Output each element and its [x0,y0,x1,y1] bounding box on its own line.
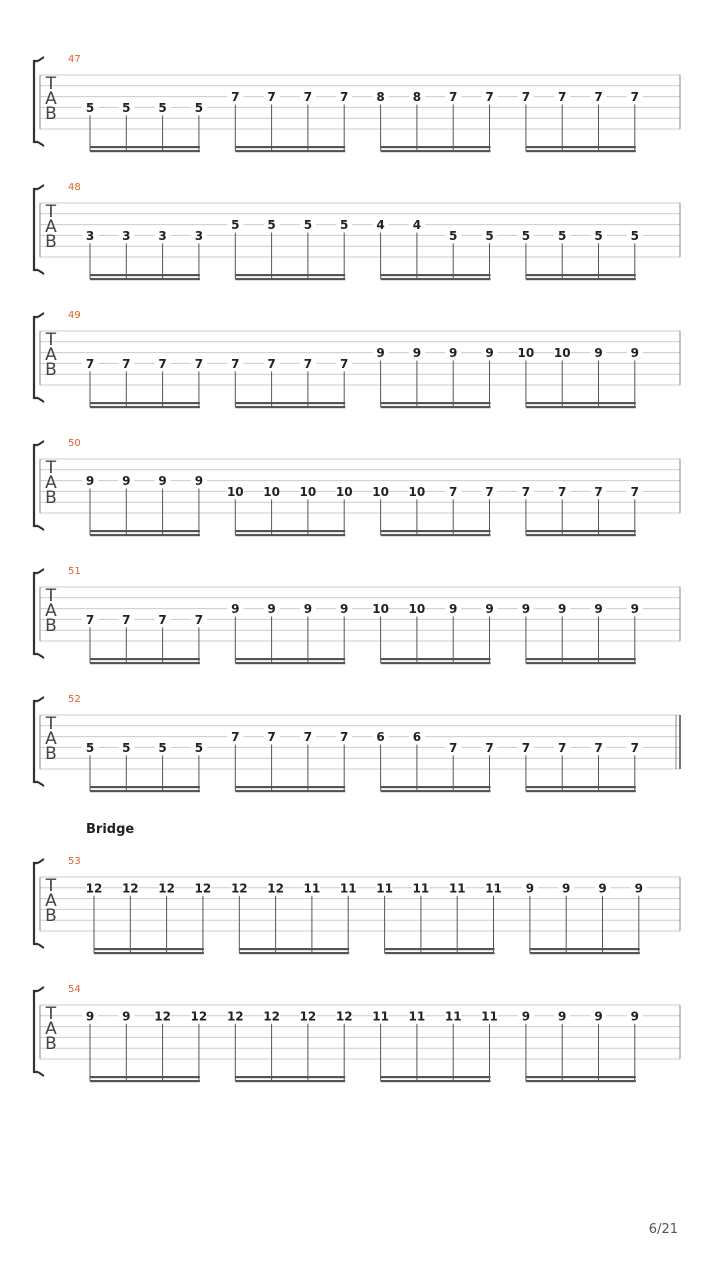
beam-primary [526,146,636,148]
beam-primary [235,1076,345,1078]
fret-number: 9 [194,474,204,489]
fret-number: 12 [226,1009,244,1024]
bracket-hook-top [38,697,44,701]
bracket-hook-top [38,441,44,445]
beam-primary [526,786,636,788]
beam-primary [381,274,491,276]
fret-number: 5 [594,228,603,243]
tab-clef-letter: T [45,1004,57,1024]
fret-number: 7 [485,740,494,755]
system-bracket [34,863,38,944]
fret-number: 10 [408,484,426,499]
fret-number: 9 [521,1009,531,1024]
fret-number: 9 [449,602,458,617]
beam-secondary [90,534,200,536]
measure-number: 49 [68,310,81,321]
fret-number: 7 [158,356,167,371]
fret-number: 7 [340,730,349,745]
tab-clef-letter: A [45,89,57,109]
tab-clef-letter: T [45,586,57,606]
beam-primary [235,274,345,276]
fret-number: 7 [485,484,494,499]
beam-primary [235,530,345,532]
fret-number: 10 [517,346,535,361]
fret-number: 10 [553,346,571,361]
fret-number: 5 [158,100,167,115]
beam-secondary [526,406,636,408]
fret-number: 8 [376,90,385,105]
fret-number: 5 [267,218,276,233]
bracket-hook-bottom [38,142,44,146]
beam-primary [235,786,345,788]
tab-system [34,438,680,536]
fret-number: 7 [267,730,276,745]
tab-system [34,566,680,664]
tab-clef-letter: T [45,458,57,478]
system-bracket [34,317,38,398]
fret-number: 5 [303,218,313,233]
tab-clef-letter: B [45,232,57,252]
tab-clef-letter: B [45,616,57,636]
beam-secondary [526,1080,636,1082]
fret-number: 12 [190,1009,208,1024]
fret-number: 9 [231,602,240,617]
fret-number: 7 [122,356,131,371]
fret-number: 5 [231,218,240,233]
fret-number: 12 [335,1009,353,1024]
bracket-hook-bottom [38,270,44,274]
fret-number: 11 [339,881,357,896]
beam-secondary [526,150,636,152]
fret-number: 10 [226,484,244,499]
fret-number: 7 [630,90,639,105]
fret-number: 9 [303,602,313,617]
beam-primary [235,146,345,148]
bracket-hook-bottom [38,782,44,786]
tab-system [34,856,680,954]
fret-number: 4 [376,218,385,233]
beam-primary [90,402,200,404]
beam-primary [90,1076,200,1078]
bracket-hook-top [38,859,44,863]
fret-number: 11 [372,1009,389,1024]
fret-number: 7 [85,612,95,627]
beam-secondary [381,790,491,792]
fret-number: 9 [85,1009,95,1024]
fret-number: 12 [194,881,212,896]
fret-number: 12 [85,881,103,896]
fret-number: 7 [449,484,458,499]
fret-number: 9 [594,602,603,617]
bracket-hook-top [38,569,44,573]
fret-number: 7 [594,740,603,755]
fret-number: 4 [412,218,422,233]
tab-system [34,694,680,792]
system-bracket [34,445,38,526]
tab-clef-letter: B [45,744,57,764]
fret-number: 7 [231,730,240,745]
fret-number: 7 [303,730,313,745]
fret-number: 7 [449,90,458,105]
beam-primary [90,274,200,276]
fret-number: 9 [525,881,535,896]
fret-number: 7 [521,740,531,755]
beam-primary [526,274,636,276]
tab-clef-letter: A [45,1019,57,1039]
beam-primary [526,530,636,532]
bracket-hook-top [38,185,44,189]
fret-number: 11 [408,1009,426,1024]
system-bracket [34,61,38,142]
tab-clef-letter: A [45,473,57,493]
fret-number: 10 [372,602,389,617]
fret-number: 3 [158,228,167,243]
fret-number: 9 [558,602,567,617]
tab-clef-letter: T [45,74,57,94]
beam-primary [381,1076,491,1078]
fret-number: 7 [231,356,240,371]
fret-number: 5 [449,228,458,243]
fret-number: 10 [263,484,280,499]
beam-secondary [381,534,491,536]
beam-secondary [90,150,200,152]
beam-primary [90,530,200,532]
fret-number: 7 [558,90,567,105]
fret-number: 12 [121,881,139,896]
bracket-hook-top [38,313,44,317]
fret-number: 5 [558,228,567,243]
beam-secondary [235,790,345,792]
system-bracket [34,991,38,1072]
beam-primary [381,658,491,660]
beam-primary [381,402,491,404]
beam-primary [526,658,636,660]
beam-secondary [526,534,636,536]
fret-number: 11 [481,1009,498,1024]
fret-number: 5 [340,218,349,233]
fret-number: 5 [85,740,95,755]
beam-secondary [381,1080,491,1082]
beam-secondary [235,278,345,280]
fret-number: 7 [303,90,313,105]
tab-clef-letter: A [45,217,57,237]
tab-clef-letter: T [45,330,57,350]
bracket-hook-bottom [38,654,44,658]
tab-clef-letter: T [45,714,57,734]
beam-primary [90,658,200,660]
fret-number: 7 [340,90,349,105]
fret-number: 7 [558,740,567,755]
fret-number: 9 [562,881,571,896]
beam-primary [526,402,636,404]
beam-primary [239,948,349,950]
fret-number: 3 [122,228,131,243]
tab-clef-letter: A [45,601,57,621]
fret-number: 12 [154,1009,171,1024]
fret-number: 11 [485,881,502,896]
beam-secondary [381,662,491,664]
beam-secondary [90,406,200,408]
tab-clef-letter: T [45,876,57,896]
fret-number: 9 [598,881,607,896]
fret-number: 5 [194,100,204,115]
fret-number: 7 [521,484,531,499]
fret-number: 7 [630,484,639,499]
tab-clef-letter: B [45,360,57,380]
fret-number: 7 [594,484,603,499]
page-number: 6/21 [648,1222,678,1237]
beam-secondary [381,278,491,280]
measure-number: 50 [68,438,81,449]
fret-number: 9 [634,881,643,896]
beam-secondary [526,662,636,664]
tab-clef-letter: T [45,202,57,222]
tab-system [34,182,680,280]
system-bracket [34,573,38,654]
fret-number: 5 [485,228,494,243]
fret-number: 9 [122,474,131,489]
fret-number: 9 [267,602,276,617]
beam-primary [381,530,491,532]
tab-clef-letter: B [45,1034,57,1054]
section-label-bridge: Bridge [86,822,135,837]
beam-secondary [381,406,491,408]
fret-number: 9 [630,1009,639,1024]
beam-primary [526,1076,636,1078]
fret-number: 12 [263,1009,280,1024]
fret-number: 7 [340,356,349,371]
fret-number: 10 [335,484,353,499]
fret-number: 5 [158,740,167,755]
measure-number: 52 [68,694,81,705]
fret-number: 7 [594,90,603,105]
fret-number: 7 [158,612,167,627]
beam-secondary [90,278,200,280]
fret-number: 5 [122,100,131,115]
fret-number: 7 [194,612,204,627]
beam-secondary [381,150,491,152]
measure-number: 48 [68,182,81,193]
beam-secondary [90,1080,200,1082]
bracket-hook-bottom [38,944,44,948]
fret-number: 9 [340,602,349,617]
bracket-hook-bottom [38,398,44,402]
tab-clef-letter: A [45,891,57,911]
fret-number: 7 [122,612,131,627]
beam-secondary [526,278,636,280]
fret-number: 10 [408,602,426,617]
tab-clef-letter: B [45,104,57,124]
fret-number: 7 [194,356,204,371]
bracket-hook-bottom [38,526,44,530]
beam-primary [530,948,640,950]
fret-number: 7 [521,90,531,105]
fret-number: 11 [376,881,393,896]
fret-number: 5 [194,740,204,755]
tab-system [34,984,680,1082]
fret-number: 5 [85,100,95,115]
fret-number: 7 [630,740,639,755]
beam-primary [235,402,345,404]
beam-primary [235,658,345,660]
fret-number: 10 [299,484,317,499]
beam-secondary [239,952,349,954]
bracket-hook-top [38,57,44,61]
fret-number: 7 [231,90,240,105]
beam-secondary [530,952,640,954]
fret-number: 7 [267,90,276,105]
beam-primary [90,786,200,788]
beam-secondary [526,790,636,792]
fret-number: 7 [303,356,313,371]
beam-secondary [235,534,345,536]
fret-number: 11 [448,881,466,896]
measure-number: 47 [68,54,81,65]
fret-number: 9 [521,602,531,617]
beam-primary [381,786,491,788]
beam-secondary [90,790,200,792]
fret-number: 9 [85,474,95,489]
fret-number: 12 [158,881,175,896]
fret-number: 9 [158,474,167,489]
fret-number: 5 [630,228,639,243]
fret-number: 3 [85,228,95,243]
tab-system [34,54,680,152]
fret-number: 9 [594,346,603,361]
fret-number: 7 [558,484,567,499]
fret-number: 5 [521,228,531,243]
tab-clef-letter: B [45,488,57,508]
fret-number: 12 [230,881,248,896]
fret-number: 9 [376,346,385,361]
fret-number: 9 [558,1009,567,1024]
fret-number: 6 [376,730,385,745]
fret-number: 7 [485,90,494,105]
measure-number: 51 [68,566,81,577]
fret-number: 8 [412,90,422,105]
fret-number: 9 [485,602,494,617]
beam-secondary [235,662,345,664]
tab-clef-letter: A [45,729,57,749]
beam-secondary [94,952,204,954]
system-bracket [34,189,38,270]
fret-number: 9 [630,602,639,617]
fret-number: 7 [449,740,458,755]
fret-number: 5 [122,740,131,755]
bracket-hook-top [38,987,44,991]
fret-number: 9 [412,346,422,361]
fret-number: 6 [412,730,422,745]
fret-number: 9 [594,1009,603,1024]
beam-primary [385,948,495,950]
beam-secondary [90,662,200,664]
fret-number: 9 [630,346,639,361]
measure-number: 53 [68,856,81,867]
fret-number: 7 [85,356,95,371]
fret-number: 9 [449,346,458,361]
beam-primary [94,948,204,950]
tab-system [34,310,680,408]
fret-number: 12 [267,881,284,896]
fret-number: 12 [299,1009,317,1024]
tab-clef-letter: A [45,345,57,365]
fret-number: 3 [194,228,204,243]
fret-number: 11 [412,881,430,896]
beam-primary [90,146,200,148]
beam-secondary [385,952,495,954]
measure-number: 54 [68,984,81,995]
system-bracket [34,701,38,782]
fret-number: 11 [303,881,321,896]
bracket-hook-bottom [38,1072,44,1076]
fret-number: 9 [122,1009,131,1024]
fret-number: 11 [444,1009,462,1024]
fret-number: 7 [267,356,276,371]
fret-number: 10 [372,484,389,499]
beam-secondary [235,406,345,408]
beam-primary [381,146,491,148]
fret-number: 9 [485,346,494,361]
tab-clef-letter: B [45,906,57,926]
beam-secondary [235,150,345,152]
beam-secondary [235,1080,345,1082]
